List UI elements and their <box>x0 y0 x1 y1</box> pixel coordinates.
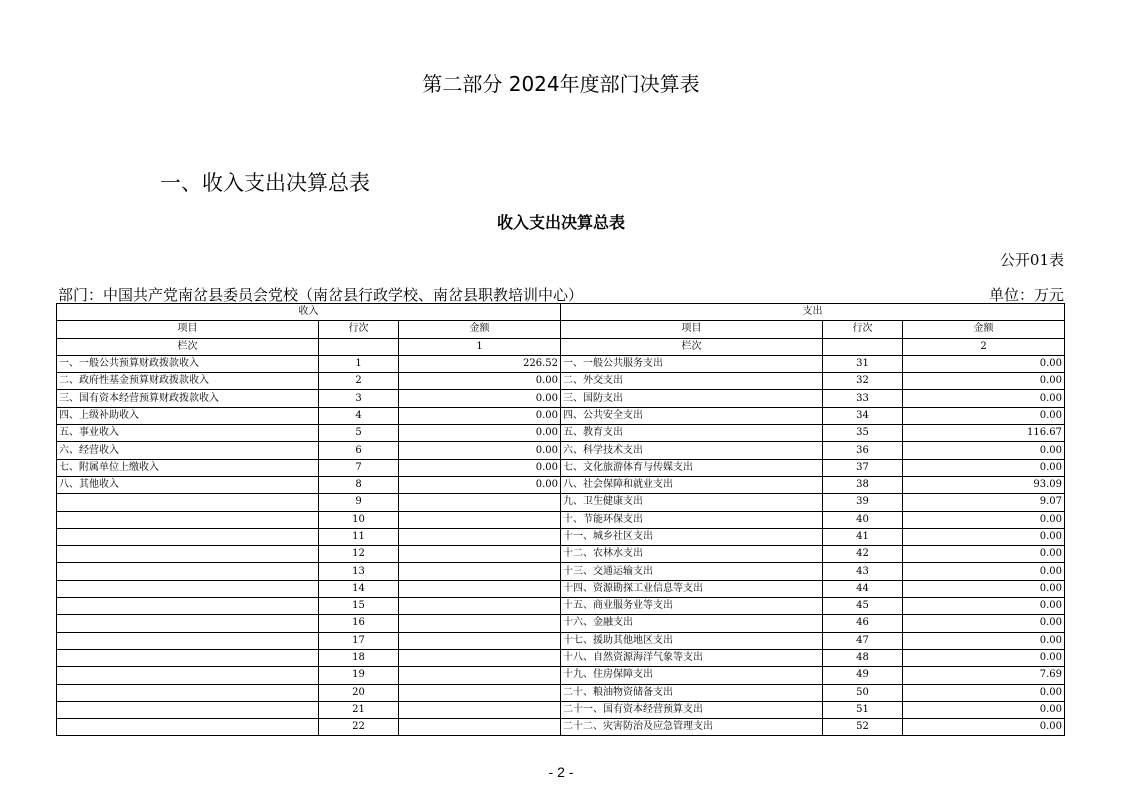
income-row-no-cell: 5 <box>319 425 399 442</box>
expense-item-cell: 十九、住房保障支出 <box>561 667 823 684</box>
table-row <box>57 719 1065 736</box>
income-amount-cell: 0.00 <box>399 459 561 476</box>
expense-amount-header: 金额 <box>903 321 1065 338</box>
income-row-no-cell: 4 <box>319 407 399 424</box>
expense-row-no-cell: 42 <box>823 546 903 563</box>
expense-item-cell: 七、文化旅游体育与传媒支出 <box>561 459 823 476</box>
table-row <box>57 476 1065 493</box>
income-row-no-cell: 11 <box>319 528 399 545</box>
expense-row-no-cell: 47 <box>823 632 903 649</box>
income-amount-cell <box>399 494 561 511</box>
expense-row-no-cell: 50 <box>823 684 903 701</box>
expense-amount-cell: 0.00 <box>903 649 1065 666</box>
income-item-cell <box>57 649 319 666</box>
income-item-cell: 三、国有资本经营预算财政拨款收入 <box>57 390 319 407</box>
income-amount-cell <box>399 632 561 649</box>
expense-item-cell: 六、科学技术支出 <box>561 442 823 459</box>
page-number: - 2 - <box>548 764 574 780</box>
income-amount-cell: 0.00 <box>399 407 561 424</box>
table-row <box>57 355 1065 372</box>
expense-item-cell: 二十、粮油物资储备支出 <box>561 684 823 701</box>
expense-amount-cell: 0.00 <box>903 598 1065 615</box>
expense-item-cell: 十一、城乡社区支出 <box>561 528 823 545</box>
expense-row-no-cell: 48 <box>823 649 903 666</box>
table-row <box>57 528 1065 545</box>
expense-item-cell: 十四、资源勘探工业信息等支出 <box>561 580 823 597</box>
expense-column-no-label: 栏次 <box>561 338 823 355</box>
table-row <box>57 511 1065 528</box>
section-title: 一、收入支出决算总表 <box>160 171 370 195</box>
table-row <box>57 563 1065 580</box>
expense-row-no-cell: 34 <box>823 407 903 424</box>
income-item-cell <box>57 719 319 736</box>
income-item-cell: 四、上级补助收入 <box>57 407 319 424</box>
income-amount-cell: 0.00 <box>399 425 561 442</box>
income-expense-table <box>56 303 1065 736</box>
table-row <box>57 407 1065 424</box>
income-amount-cell <box>399 701 561 718</box>
income-item-cell: 六、经营收入 <box>57 442 319 459</box>
income-row-no-cell: 2 <box>319 373 399 390</box>
income-amount-cell <box>399 667 561 684</box>
income-item-cell <box>57 546 319 563</box>
expense-amount-cell: 0.00 <box>903 563 1065 580</box>
expense-row-no-cell: 49 <box>823 667 903 684</box>
expense-item-cell: 二十二、灾害防治及应急管理支出 <box>561 719 823 736</box>
expense-amount-cell: 0.00 <box>903 719 1065 736</box>
income-amount-cell: 226.52 <box>399 355 561 372</box>
expense-amount-cell: 0.00 <box>903 355 1065 372</box>
table-row <box>57 459 1065 476</box>
income-amount-cell <box>399 598 561 615</box>
income-row-no-cell: 15 <box>319 598 399 615</box>
expense-row-no-cell: 38 <box>823 476 903 493</box>
expense-row-no-cell: 40 <box>823 511 903 528</box>
expense-row-no-cell: 32 <box>823 373 903 390</box>
income-row-no-cell: 10 <box>319 511 399 528</box>
column-number-row <box>57 338 1065 355</box>
expense-row-no-cell: 44 <box>823 580 903 597</box>
income-amount-cell <box>399 615 561 632</box>
expense-row-no-cell: 43 <box>823 563 903 580</box>
expense-item-cell: 八、社会保障和就业支出 <box>561 476 823 493</box>
expense-amount-cell: 0.00 <box>903 511 1065 528</box>
expense-amount-cell: 0.00 <box>903 615 1065 632</box>
income-row-no-cell: 14 <box>319 580 399 597</box>
expense-item-cell: 九、卫生健康支出 <box>561 494 823 511</box>
table-row <box>57 598 1065 615</box>
expense-amount-cell: 9.07 <box>903 494 1065 511</box>
expense-item-cell: 三、国防支出 <box>561 390 823 407</box>
income-item-cell <box>57 511 319 528</box>
table-row <box>57 649 1065 666</box>
expense-row-no-cell: 39 <box>823 494 903 511</box>
expense-item-cell: 二十一、国有资本经营预算支出 <box>561 701 823 718</box>
expense-row-no-cell: 51 <box>823 701 903 718</box>
expense-amount-cell: 0.00 <box>903 684 1065 701</box>
income-amount-cell <box>399 528 561 545</box>
income-column-no: 1 <box>399 338 561 355</box>
header-row-group <box>57 304 1065 321</box>
expense-row-no-cell: 31 <box>823 355 903 372</box>
table-row <box>57 425 1065 442</box>
income-amount-cell <box>399 684 561 701</box>
income-row-no-cell: 9 <box>319 494 399 511</box>
income-item-cell: 一、一般公共预算财政拨款收入 <box>57 355 319 372</box>
expense-row-no-cell: 37 <box>823 459 903 476</box>
income-item-cell <box>57 667 319 684</box>
expense-row-no-cell: 36 <box>823 442 903 459</box>
expense-amount-cell: 0.00 <box>903 546 1065 563</box>
income-item-cell <box>57 563 319 580</box>
expense-item-cell: 十七、援助其他地区支出 <box>561 632 823 649</box>
income-amount-header: 金额 <box>399 321 561 338</box>
expense-amount-cell: 0.00 <box>903 701 1065 718</box>
income-item-header: 项目 <box>57 321 319 338</box>
expense-amount-cell: 0.00 <box>903 459 1065 476</box>
empty-cell <box>823 338 903 355</box>
expense-item-cell: 十五、商业服务业等支出 <box>561 598 823 615</box>
table-row <box>57 442 1065 459</box>
expense-row-no-cell: 41 <box>823 528 903 545</box>
income-row-no-cell: 1 <box>319 355 399 372</box>
income-row-no-cell: 21 <box>319 701 399 718</box>
income-item-cell <box>57 684 319 701</box>
table-row <box>57 494 1065 511</box>
income-column-no-label: 栏次 <box>57 338 319 355</box>
income-row-no-cell: 18 <box>319 649 399 666</box>
expense-item-cell: 五、教育支出 <box>561 425 823 442</box>
income-row-no-cell: 22 <box>319 719 399 736</box>
expense-row-no-cell: 35 <box>823 425 903 442</box>
expense-amount-cell: 0.00 <box>903 632 1065 649</box>
expense-row-no-cell: 33 <box>823 390 903 407</box>
expense-amount-cell: 7.69 <box>903 667 1065 684</box>
income-header: 收入 <box>57 304 561 321</box>
income-row-no-cell: 7 <box>319 459 399 476</box>
header-row-columns <box>57 321 1065 338</box>
expense-item-cell: 四、公共安全支出 <box>561 407 823 424</box>
expense-amount-cell: 0.00 <box>903 528 1065 545</box>
unit-label: 单位：万元 <box>988 286 1064 304</box>
income-row-no-cell: 13 <box>319 563 399 580</box>
expense-item-cell: 十八、自然资源海洋气象等支出 <box>561 649 823 666</box>
income-amount-cell <box>399 580 561 597</box>
expense-item-header: 项目 <box>561 321 823 338</box>
income-amount-cell <box>399 719 561 736</box>
income-amount-cell <box>399 546 561 563</box>
income-amount-cell <box>399 649 561 666</box>
table-row <box>57 701 1065 718</box>
expense-amount-cell: 0.00 <box>903 407 1065 424</box>
expense-item-cell: 二、外交支出 <box>561 373 823 390</box>
income-item-cell: 二、政府性基金预算财政拨款收入 <box>57 373 319 390</box>
expense-amount-cell: 116.67 <box>903 425 1065 442</box>
form-number: 公开01表 <box>999 251 1064 269</box>
expense-item-cell: 十、节能环保支出 <box>561 511 823 528</box>
expense-amount-cell: 0.00 <box>903 442 1065 459</box>
expense-row-no-header: 行次 <box>823 321 903 338</box>
expense-amount-cell: 0.00 <box>903 390 1065 407</box>
expense-amount-cell: 0.00 <box>903 373 1065 390</box>
table-row <box>57 615 1065 632</box>
expense-item-cell: 十二、农林水支出 <box>561 546 823 563</box>
expense-item-cell: 十三、交通运输支出 <box>561 563 823 580</box>
expense-row-no-cell: 45 <box>823 598 903 615</box>
income-item-cell <box>57 580 319 597</box>
income-item-cell <box>57 615 319 632</box>
income-amount-cell: 0.00 <box>399 373 561 390</box>
table-row <box>57 546 1065 563</box>
income-row-no-cell: 19 <box>319 667 399 684</box>
table-row <box>57 684 1065 701</box>
expense-row-no-cell: 52 <box>823 719 903 736</box>
income-row-no-cell: 20 <box>319 684 399 701</box>
income-row-no-header: 行次 <box>319 321 399 338</box>
income-row-no-cell: 3 <box>319 390 399 407</box>
expense-amount-cell: 93.09 <box>903 476 1065 493</box>
income-item-cell: 七、附属单位上缴收入 <box>57 459 319 476</box>
income-amount-cell <box>399 511 561 528</box>
empty-cell <box>319 338 399 355</box>
income-amount-cell: 0.00 <box>399 476 561 493</box>
income-row-no-cell: 12 <box>319 546 399 563</box>
table-row <box>57 373 1065 390</box>
income-row-no-cell: 6 <box>319 442 399 459</box>
income-amount-cell: 0.00 <box>399 442 561 459</box>
income-item-cell <box>57 528 319 545</box>
part-title: 第二部分 2024年度部门决算表 <box>422 72 700 96</box>
expense-item-cell: 十六、金融支出 <box>561 615 823 632</box>
income-item-cell: 五、事业收入 <box>57 425 319 442</box>
income-item-cell <box>57 632 319 649</box>
income-amount-cell: 0.00 <box>399 390 561 407</box>
expense-row-no-cell: 46 <box>823 615 903 632</box>
expense-header: 支出 <box>561 304 1065 321</box>
income-item-cell <box>57 494 319 511</box>
table-title: 收入支出决算总表 <box>496 213 625 232</box>
expense-item-cell: 一、一般公共服务支出 <box>561 355 823 372</box>
table-row <box>57 667 1065 684</box>
table-row <box>57 632 1065 649</box>
income-item-cell <box>57 598 319 615</box>
income-row-no-cell: 16 <box>319 615 399 632</box>
income-row-no-cell: 8 <box>319 476 399 493</box>
income-amount-cell <box>399 563 561 580</box>
income-row-no-cell: 17 <box>319 632 399 649</box>
income-item-cell: 八、其他收入 <box>57 476 319 493</box>
table-row <box>57 390 1065 407</box>
department-label: 部门：中国共产党南岔县委员会党校（南岔县行政学校、南岔县职教培训中心） <box>58 286 584 304</box>
income-item-cell <box>57 701 319 718</box>
expense-column-no: 2 <box>903 338 1065 355</box>
table-row <box>57 580 1065 597</box>
expense-amount-cell: 0.00 <box>903 580 1065 597</box>
